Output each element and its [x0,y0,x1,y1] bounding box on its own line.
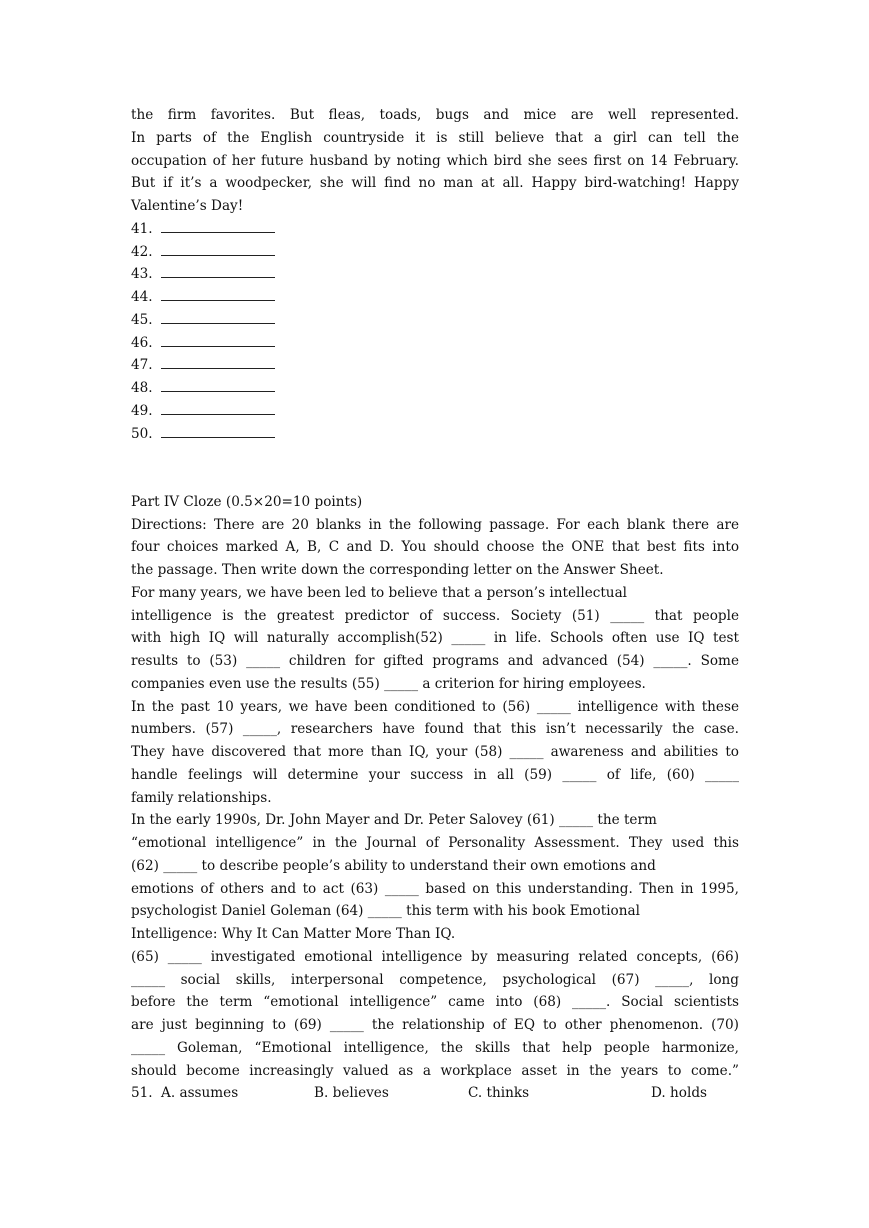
passage-line-12: handle feelings will determine your success in all (59) _____ of life, (60) _____ [131,766,739,783]
passage-line-2: four choices marked A, B, C and D. You should choose the ONE that best fits into [131,539,739,556]
passage-line-23: are just beginning to (69) _____ the relationship of EQ to other phenomenon. (70) [131,1017,739,1033]
answer-blank [131,218,739,241]
passage-line-10: numbers. (57) _____, researchers have found that this isn’t necessarily the case. [131,721,739,738]
option-d: D. holds [651,1085,708,1102]
intro-line-3: occupation of her future husband by noting which bird she sees first on 14 February. [131,152,739,169]
passage-line-1: Directions: There are 20 blanks in the following passage. For each blank there are [131,516,739,533]
answer-blanks-list [131,218,739,446]
passage-line-8: companies even use the results (55) _____ a criterion for hiring employees. [131,675,646,692]
blank-number: 50. [131,425,153,442]
passage-line-11: They have discovered that more than IQ, your (58) _____ awareness and abilities to [131,744,739,760]
blank-number: 46. [131,334,153,351]
passage-line-20: (65) _____ investigated emotional intelligence by measuring related concepts, (66) [131,948,739,965]
section-heading: Part IV Cloze (0.5×20=10 points) [131,493,363,510]
blank-number: 49. [131,402,153,419]
passage-line-7: results to (53) _____ children for gifted programs and advanced (54) _____. Some [131,653,739,669]
passage-line-17: emotions of others and to act (63) _____ based on this understanding. Then in 1995, [131,880,739,897]
answer-blank [131,400,739,423]
option-a: A. assumes [161,1085,239,1102]
blank-underline [161,263,275,278]
passage-line-18: psychologist Daniel Goleman (64) _____ this term with his book Emotional [131,903,640,920]
blank-underline [161,332,275,347]
answer-blank [131,354,739,377]
passage-line-19: Intelligence: Why It Can Matter More Than IQ. [131,926,456,942]
intro-line-2: In parts of the English countryside it is still believe that a girl can tell the [131,129,739,146]
blank-number: 44. [131,289,153,305]
answer-blank [131,332,739,355]
passage-line-25: should become increasingly valued as a workplace asset in the years to come.” [131,1062,739,1079]
passage-line-6: with high IQ will naturally accomplish(52) _____ in life. Schools often use IQ test [131,630,739,647]
answer-blank [131,286,739,309]
answer-blank [131,241,739,264]
passage-line-22: before the term “emotional intelligence” came into (68) _____. Social scientists [131,994,739,1011]
blank-number: 48. [131,380,153,396]
passage-line-3: the passage. Then write down the corresponding letter on the Answer Sheet. [131,562,664,578]
question-51-options [131,1082,739,1105]
passage-line-24: _____ Goleman, “Emotional intelligence, the skills that help people harmonize, [131,1039,739,1056]
passage-line-16: (62) _____ to describe people’s ability to understand their own emotions and [131,857,656,874]
blank-number: 45. [131,311,153,328]
section-spacer [131,445,739,491]
passage-line-9: In the past 10 years, we have been conditioned to (56) _____ intelligence with these [131,698,739,715]
blank-underline [161,377,275,392]
passage-line-14: In the early 1990s, Dr. John Mayer and Dr. Peter Salovey (61) _____ the term [131,812,657,829]
blank-number: 47. [131,357,153,374]
blank-underline [161,309,275,324]
blank-underline [161,354,275,369]
option-c: C. thinks [468,1085,530,1102]
passage-line-5: intelligence is the greatest predictor of success. Society (51) _____ that people [131,607,739,624]
answer-blank [131,423,739,446]
answer-blank [131,263,739,286]
blank-number: 41. [131,220,153,237]
blank-underline [161,423,275,438]
blank-number: 42. [131,243,153,260]
blank-underline [161,400,275,415]
question-number: 51. [131,1085,153,1102]
answer-blank [131,377,739,400]
blank-number: 43. [131,266,153,283]
document-page [131,104,739,1105]
intro-line-1: the firm favorites. But fleas, toads, bugs and mice are well represented. [131,107,739,123]
intro-line-5: Valentine’s Day! [131,198,244,214]
answer-blank [131,309,739,332]
intro-line-4: But if it’s a woodpecker, she will find no man at all. Happy bird-watching! Happy [131,175,739,192]
passage-line-21: _____ social skills, interpersonal competence, psychological (67) _____, long [131,971,739,988]
passage-line-4: For many years, we have been led to believe that a person’s intellectual [131,584,628,601]
blank-underline [161,218,275,233]
blank-underline [161,241,275,256]
passage-line-15: “emotional intelligence” in the Journal of Personality Assessment. They used this [131,835,739,851]
option-b: B. believes [314,1085,389,1102]
passage-line-13: family relationships. [131,789,272,806]
blank-underline [161,286,275,301]
